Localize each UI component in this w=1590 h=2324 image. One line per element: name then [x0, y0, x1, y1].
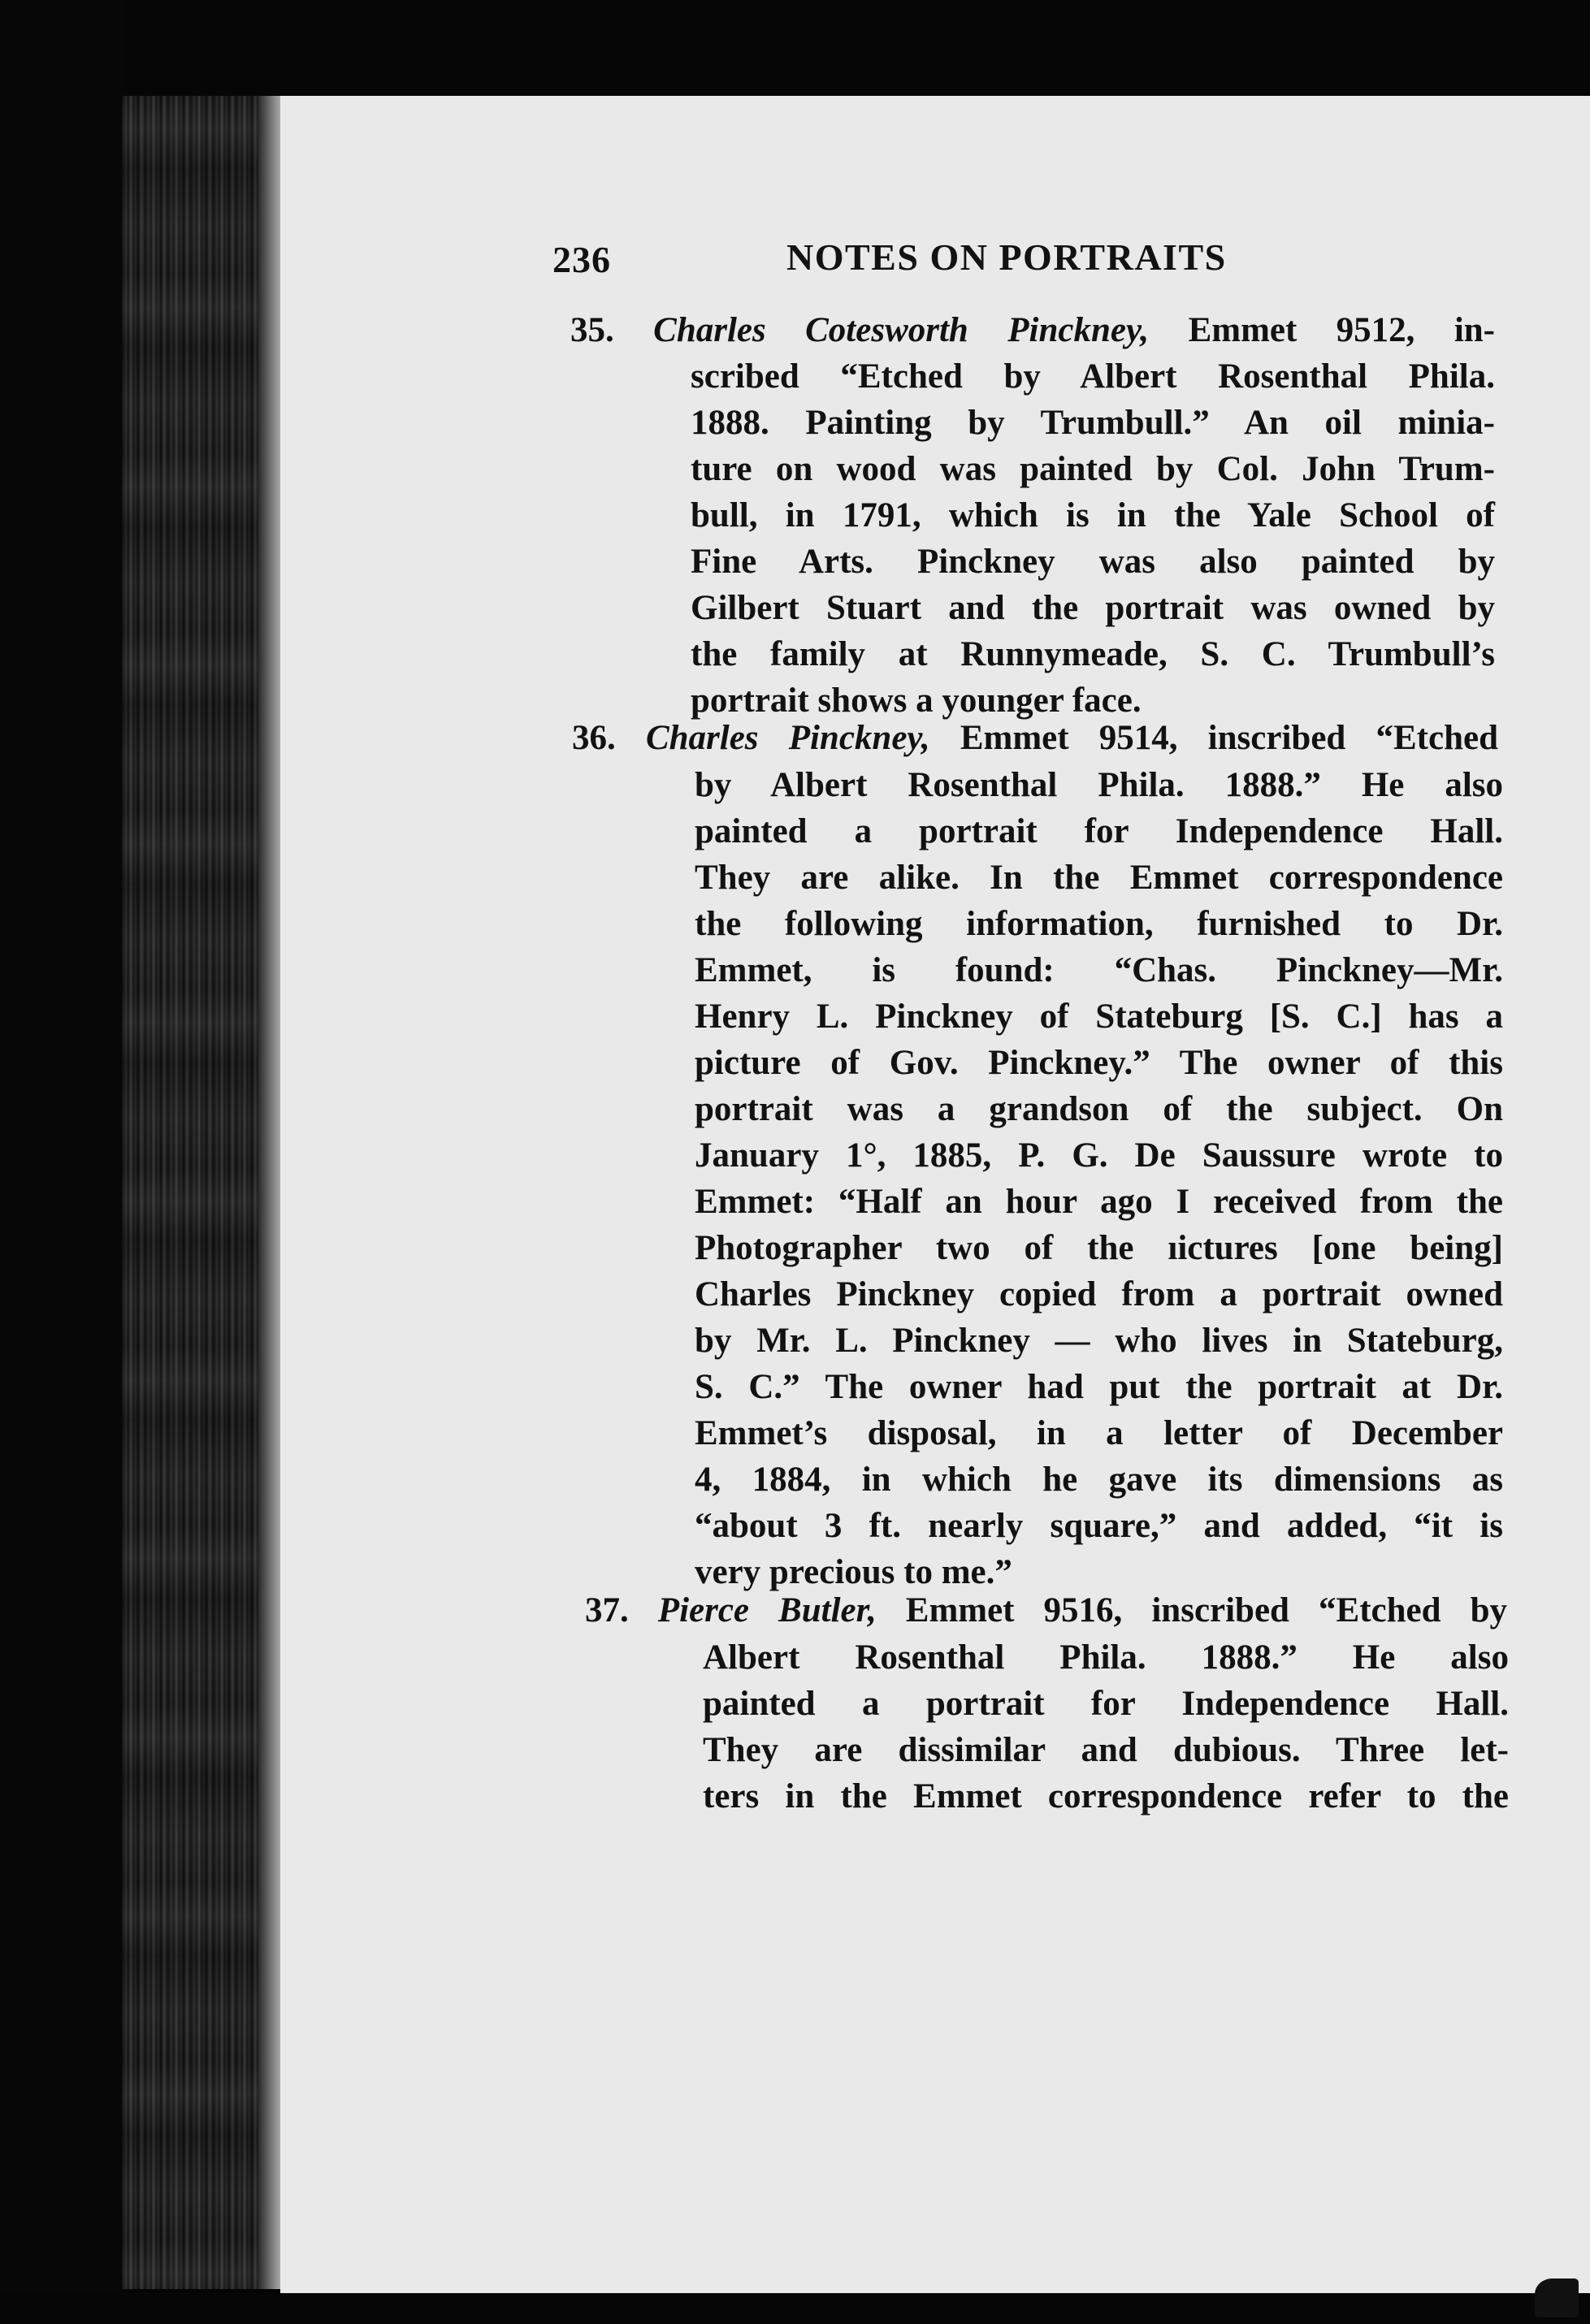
entry-line: Henry L. Pinckney of Stateburg [S. C.] has a	[695, 998, 1503, 1036]
entry-35	[570, 307, 1495, 353]
entry-number: 35.	[570, 311, 614, 349]
page-number: 236	[552, 239, 611, 280]
entry-line: scribed “Etched by Albert Rosenthal Phila.	[691, 357, 1495, 396]
book-fore-edge	[122, 96, 272, 2289]
entry-first-line	[585, 1587, 1507, 1634]
portrait-subject: Pierce Butler,	[657, 1591, 877, 1629]
top-film-border	[0, 0, 1590, 96]
entry-line: bull, in 1791, which is in the Yale School of	[691, 496, 1495, 534]
portrait-subject: Charles Pinckney,	[645, 719, 930, 757]
entry-line: Charles Pinckney copied from a portrait owned	[695, 1275, 1503, 1313]
entry-line: Emmet’s disposal, in a letter of December	[695, 1414, 1503, 1452]
entry-37-body	[703, 1634, 1509, 1820]
entry-first-line	[570, 307, 1495, 353]
entry-text: Emmet 9512, in-	[1149, 311, 1495, 349]
entry-line: Emmet: “Half an hour ago I received from the	[695, 1183, 1503, 1221]
entry-37	[585, 1587, 1507, 1634]
entry-line: by Mr. L. Pinckney — who lives in Stateburg,	[695, 1322, 1503, 1360]
entry-line: ture on wood was painted by Col. John Trum-	[691, 450, 1495, 488]
entry-line: Albert Rosenthal Phila. 1888.” He also	[703, 1638, 1509, 1677]
entry-line: Fine Arts. Pinckney was also painted by	[691, 543, 1495, 581]
entry-36	[572, 715, 1498, 761]
entry-line: Emmet, is found: “Chas. Pinckney—Mr.	[695, 951, 1503, 989]
entry-number: 36.	[572, 719, 616, 757]
entry-number: 37.	[585, 1591, 629, 1629]
entry-text: Emmet 9514, inscribed “Etched	[929, 719, 1498, 757]
entry-line: painted a portrait for Independence Hall.	[703, 1685, 1509, 1723]
running-head: NOTES ON PORTRAITS	[786, 236, 1227, 278]
bottom-film-border	[0, 2293, 1590, 2324]
entry-line: Gilbert Stuart and the portrait was owned by	[691, 589, 1495, 627]
corner-blemish	[1535, 2279, 1579, 2318]
entry-line: portrait was a grandson of the subject. On	[695, 1090, 1503, 1128]
entry-line: They are alike. In the Emmet correspondence	[695, 859, 1503, 897]
entry-36-body	[695, 762, 1503, 1595]
entry-line: “about 3 ft. nearly square,” and added, “it is	[695, 1507, 1503, 1545]
entry-line: by Albert Rosenthal Phila. 1888.” He also	[695, 766, 1503, 804]
entry-35-body	[691, 353, 1495, 724]
entry-line: the family at Runnymeade, S. C. Trumbull’s	[691, 635, 1495, 673]
entry-line: S. C.” The owner had put the portrait at Dr.	[695, 1368, 1503, 1406]
entry-first-line	[572, 715, 1498, 761]
entry-line: ters in the Emmet correspondence refer to the	[703, 1777, 1509, 1815]
entry-line: January 1°, 1885, P. G. De Saussure wrote to	[695, 1136, 1503, 1175]
portrait-subject: Charles Cotesworth Pinckney,	[653, 311, 1150, 349]
entry-line: 1888. Painting by Trumbull.” An oil minia-	[691, 404, 1495, 442]
entry-line: portrait shows a younger face.	[691, 682, 1142, 720]
entry-line: Photographer two of the ıictures [one being]	[695, 1229, 1503, 1267]
entry-line: picture of Gov. Pinckney.” The owner of this	[695, 1044, 1503, 1082]
entry-line: painted a portrait for Independence Hall.	[695, 812, 1503, 850]
entry-line: very precious to me.”	[695, 1553, 1012, 1591]
entry-text: Emmet 9516, inscribed “Etched by	[876, 1591, 1507, 1629]
left-film-border	[0, 0, 122, 2324]
entry-line: the following information, furnished to Dr.	[695, 905, 1503, 943]
entry-line: They are dissimilar and dubious. Three let-	[703, 1731, 1509, 1769]
entry-line: 4, 1884, in which he gave its dimensions as	[695, 1461, 1503, 1499]
page-edge-shadow	[258, 96, 283, 2289]
